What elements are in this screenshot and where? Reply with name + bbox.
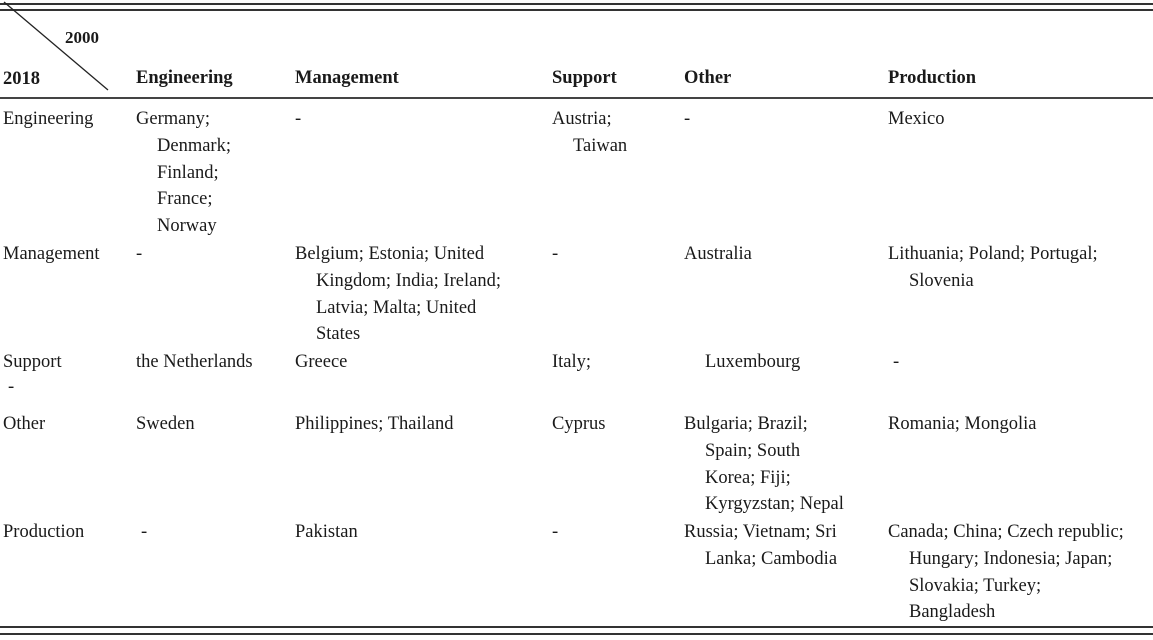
table-cell: Romania; Mongolia: [888, 414, 1037, 434]
top-rule-second: [0, 9, 1153, 11]
header-rule: [0, 97, 1153, 99]
table-cell: Germany; Denmark; Finland; France; Norway: [136, 109, 231, 237]
row-label-other: Other: [3, 414, 46, 434]
table-cell: Luxembourg: [705, 352, 801, 372]
row-label-engineering: Engineering: [3, 109, 94, 129]
column-header-support: Support: [552, 68, 617, 88]
table-cell: Philippines; Thailand: [295, 414, 454, 434]
table-cell: the Netherlands: [136, 352, 253, 372]
corner-label-2000: 2000: [65, 28, 99, 47]
row-label-support: Support -: [3, 352, 62, 397]
table-cell: Austria; Taiwan: [552, 109, 628, 156]
table-cell: Russia; Vietnam; Sri Lanka; Cambodia: [684, 522, 838, 569]
row-label-production: Production: [3, 522, 85, 542]
bottom-rule: [0, 626, 1153, 628]
table-cell: Sweden: [136, 414, 195, 434]
table-cell: Lithuania; Poland; Portugal; Slovenia: [888, 244, 1098, 291]
column-header-engineering: Engineering: [136, 68, 233, 88]
table-cell: -: [295, 109, 302, 129]
table-cell: Canada; China; Czech republic; Hungary; Indonesia; Japan; Slovakia; Turkey; Bangladesh: [888, 522, 1124, 623]
table-cell: Cyprus: [552, 414, 606, 434]
table-cell: -: [552, 244, 559, 264]
table-cell: Australia: [684, 244, 752, 264]
table-cell: Mexico: [888, 109, 945, 129]
table-cell: -: [893, 352, 900, 372]
bottom-rule-second: [0, 633, 1153, 635]
table-cell: Italy;: [552, 352, 592, 372]
table-cell: Greece: [295, 352, 348, 372]
corner-label-2018: 2018: [3, 69, 40, 89]
column-header-management: Management: [295, 68, 399, 88]
table-cell: Bulgaria; Brazil; Spain; South Korea; Fiji; Kyrgyzstan; Nepal: [684, 414, 844, 515]
table-cell: -: [552, 522, 559, 542]
table-cell: Belgium; Estonia; United Kingdom; India; Ireland; Latvia; Malta; United States: [295, 244, 501, 345]
column-header-production: Production: [888, 68, 977, 88]
table-cell: Pakistan: [295, 522, 358, 542]
table-cell: -: [684, 109, 691, 129]
top-rule: [0, 3, 1153, 5]
column-header-other: Other: [684, 68, 732, 88]
table-cell: -: [141, 522, 148, 542]
table-cell: -: [136, 244, 143, 264]
row-label-management: Management: [3, 244, 100, 264]
